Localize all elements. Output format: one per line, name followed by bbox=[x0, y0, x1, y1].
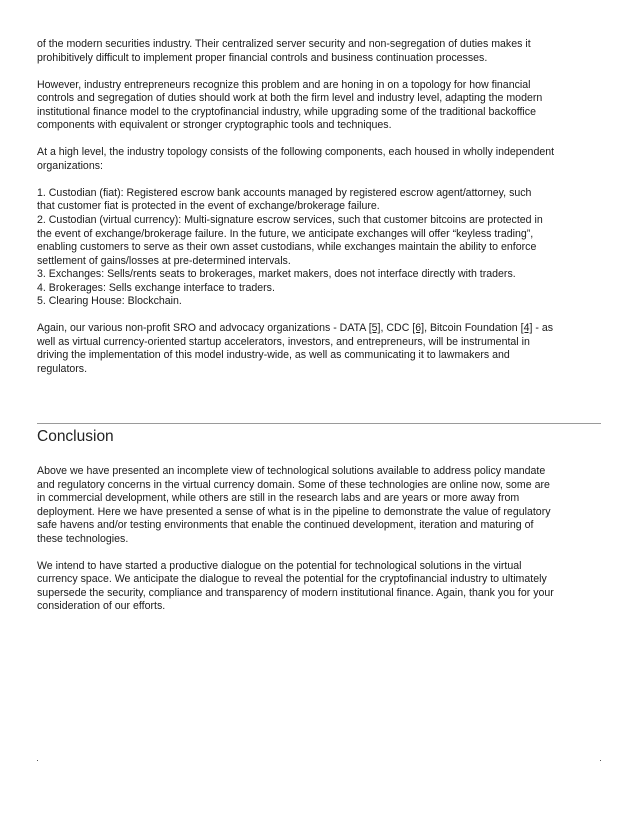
reference-link-4[interactable]: [4] bbox=[520, 322, 533, 335]
conclusion-section bbox=[37, 465, 603, 627]
list-item: 2. Custodian (virtual currency): Multi-signature escrow services, such that customer bitcoins are protected in the event of exchange/brokerage failure. In the future, we anticipate exchanges will offer “keyless trading”, enabling customers to serve as their own asset custodians, while exchanges maintain the ability to enforce settlement of gains/losses at pre-determined intervals. bbox=[37, 213, 543, 267]
intro-paragraph-2: However, industry entrepreneurs recognize this problem and are honing in on a topology for how financial controls and segregation of duties should work at both the firm level and industry level, adapting the modern institutional finance model to the cryptofinancial industry, while upgrading some of the traditional backoffice components with equivalent or stronger cryptographic tools and techniques. bbox=[37, 78, 543, 132]
reference-link-6[interactable]: [6] bbox=[412, 322, 425, 335]
intro-paragraph-3: At a high level, the industry topology consists of the following components, each housed in wholly independent organizations: bbox=[37, 146, 555, 172]
advocacy-paragraph bbox=[37, 322, 603, 376]
intro-paragraph-1: of the modern securities industry. Their centralized server security and non-segregation of duties makes it prohibitively difficult to implement proper financial controls and business continuation processes. bbox=[37, 38, 531, 64]
document-body bbox=[37, 38, 603, 390]
list-item: 3. Exchanges: Sells/rents seats to brokerages, market makers, does not interface directly with traders. bbox=[37, 268, 516, 281]
footer-dot-left bbox=[37, 760, 38, 761]
conclusion-paragraph-1: Above we have presented an incomplete view of technological solutions available to address policy mandate and regulatory concerns in the virtual currency domain. Some of these technologies are online now, some are in commercial development, while others are still in the research labs and are years or more away from deployment. Here we have presented a sense of what is in the pipeline to demonstrate the value of regulatory safe havens and/or testing environments that enable the continued development, iteration and maturing of these technologies. bbox=[37, 465, 551, 545]
advocacy-text-1: Again, our various non-profit SRO and advocacy organizations - DATA bbox=[37, 322, 369, 335]
list-item: 5. Clearing House: Blockchain. bbox=[37, 295, 182, 308]
conclusion-paragraph-2: We intend to have started a productive dialogue on the potential for technological solutions in the virtual currency space. We anticipate the dialogue to reveal the potential for the cryptofinancial industry to ultimately supersede the security, compliance and transparency of modern institutional finance. Again, thank you for your consideration of our efforts. bbox=[37, 559, 554, 613]
footer-dot-right bbox=[600, 760, 601, 761]
advocacy-text-3: , Bitcoin Foundation bbox=[424, 322, 521, 335]
advocacy-text-2: , CDC bbox=[380, 322, 413, 335]
list-item: 1. Custodian (fiat): Registered escrow bank accounts managed by registered escrow agent/attorney, such that customer fiat is protected in the event of exchange/brokerage failure. bbox=[37, 186, 532, 213]
reference-link-5[interactable]: [5] bbox=[368, 322, 381, 335]
list-item: 4. Brokerages: Sells exchange interface to traders. bbox=[37, 281, 275, 294]
section-divider bbox=[37, 423, 601, 424]
conclusion-heading: Conclusion bbox=[37, 428, 114, 445]
components-list bbox=[37, 187, 603, 309]
advocacy-text-4: - as well as virtual currency-oriented startup accelerators, investors, and entrepreneurs, will be instrumental in driving the implementation of this model industry-wide, as well as communicating it to lawmakers and regulators. bbox=[37, 322, 554, 375]
